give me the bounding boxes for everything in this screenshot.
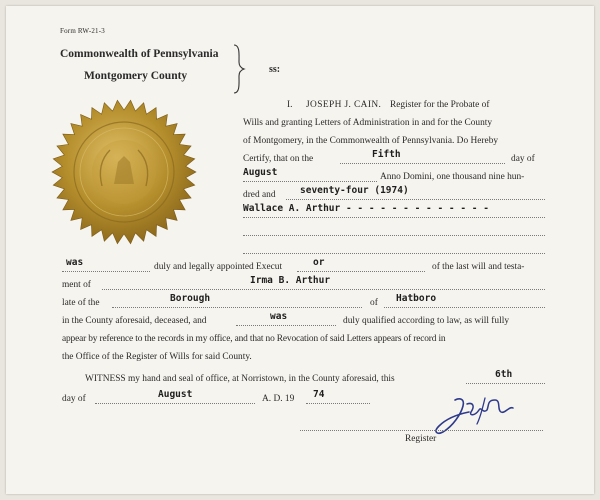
form-id: Form RW-21-3 — [60, 27, 105, 35]
witness-day-blank — [466, 383, 545, 384]
body-line12: appear by reference to the records in my office, and that no Revocation of said Letters appears of record in — [62, 334, 446, 344]
filled-municipality: Hatboro — [396, 293, 437, 304]
body-line9-start: ment of — [62, 280, 91, 290]
intro-i: I. — [287, 100, 293, 110]
intro-line3: of Montgomery, in the Commonwealth of Pennsylvania. Do Hereby — [243, 136, 499, 146]
was-blank-2 — [236, 325, 336, 326]
blank-line-2 — [243, 253, 545, 254]
appointee-blank-line — [243, 217, 545, 218]
intro-line2: Wills and granting Letters of Administration in and for the County — [243, 118, 493, 128]
witness-line: WITNESS my hand and seal of office, at Norristown, in the County aforesaid, this — [85, 374, 395, 384]
body-line11-start: in the County aforesaid, deceased, and — [62, 316, 207, 326]
blank-line-1 — [243, 235, 545, 236]
body-line10-of: of — [370, 298, 378, 308]
witness-ad: A. D. 19 — [262, 394, 295, 404]
month-blank-line — [243, 181, 377, 182]
state-heading: Commonwealth of Pennsylvania — [60, 48, 219, 60]
intro-line6-start: dred and — [243, 190, 276, 200]
filled-exec-suffix: or — [313, 257, 325, 268]
filled-witness-month: August — [158, 389, 193, 400]
register-name: JOSEPH J. CAIN. — [306, 100, 382, 110]
filled-was-2: was — [270, 311, 288, 322]
body-line8-mid: duly and legally appointed Execut — [154, 262, 283, 272]
filled-witness-day: 6th — [495, 369, 513, 380]
decedent-blank-line — [102, 289, 545, 290]
register-label: Register — [405, 434, 437, 444]
intro-line4-end: day of — [511, 154, 535, 164]
intro-line5: Anno Domini, one thousand nine hun- — [380, 172, 525, 182]
filled-year-words: seventy-four (1974) — [300, 185, 409, 196]
filled-day: Fifth — [372, 149, 401, 160]
filled-month: August — [243, 167, 278, 178]
brace-symbol — [232, 44, 246, 94]
body-line10-start: late of the — [62, 298, 100, 308]
filled-witness-year: 74 — [313, 389, 325, 400]
filled-decedent: Irma B. Arthur — [250, 275, 331, 286]
witness-day-of: day of — [62, 394, 86, 404]
witness-year-blank — [306, 403, 370, 404]
intro-line1-end: Register for the Probate of — [390, 100, 490, 110]
year-blank-line — [286, 199, 545, 200]
county-heading: Montgomery County — [84, 70, 188, 82]
day-blank-line — [340, 163, 505, 164]
municipality-blank — [384, 307, 545, 308]
ss-label: ss: — [269, 64, 281, 75]
witness-month-blank — [95, 403, 255, 404]
was-blank-1 — [62, 271, 150, 272]
body-line11-end: duly qualified according to law, as will fully — [343, 316, 510, 326]
body-line8-end: of the last will and testa- — [432, 262, 525, 272]
signature-line — [300, 430, 543, 431]
body-line13: the Office of the Register of Wills for said County. — [62, 352, 252, 362]
filled-was-1: was — [66, 257, 84, 268]
municipality-type-blank — [112, 307, 362, 308]
gold-notary-seal — [50, 98, 198, 246]
filled-municipality-type: Borough — [170, 293, 211, 304]
intro-line4-start: Certify, that on the — [243, 154, 314, 164]
exec-suffix-blank — [297, 271, 425, 272]
filled-appointee: Wallace A. Arthur - - - - - - - - - - - - - — [243, 203, 489, 214]
